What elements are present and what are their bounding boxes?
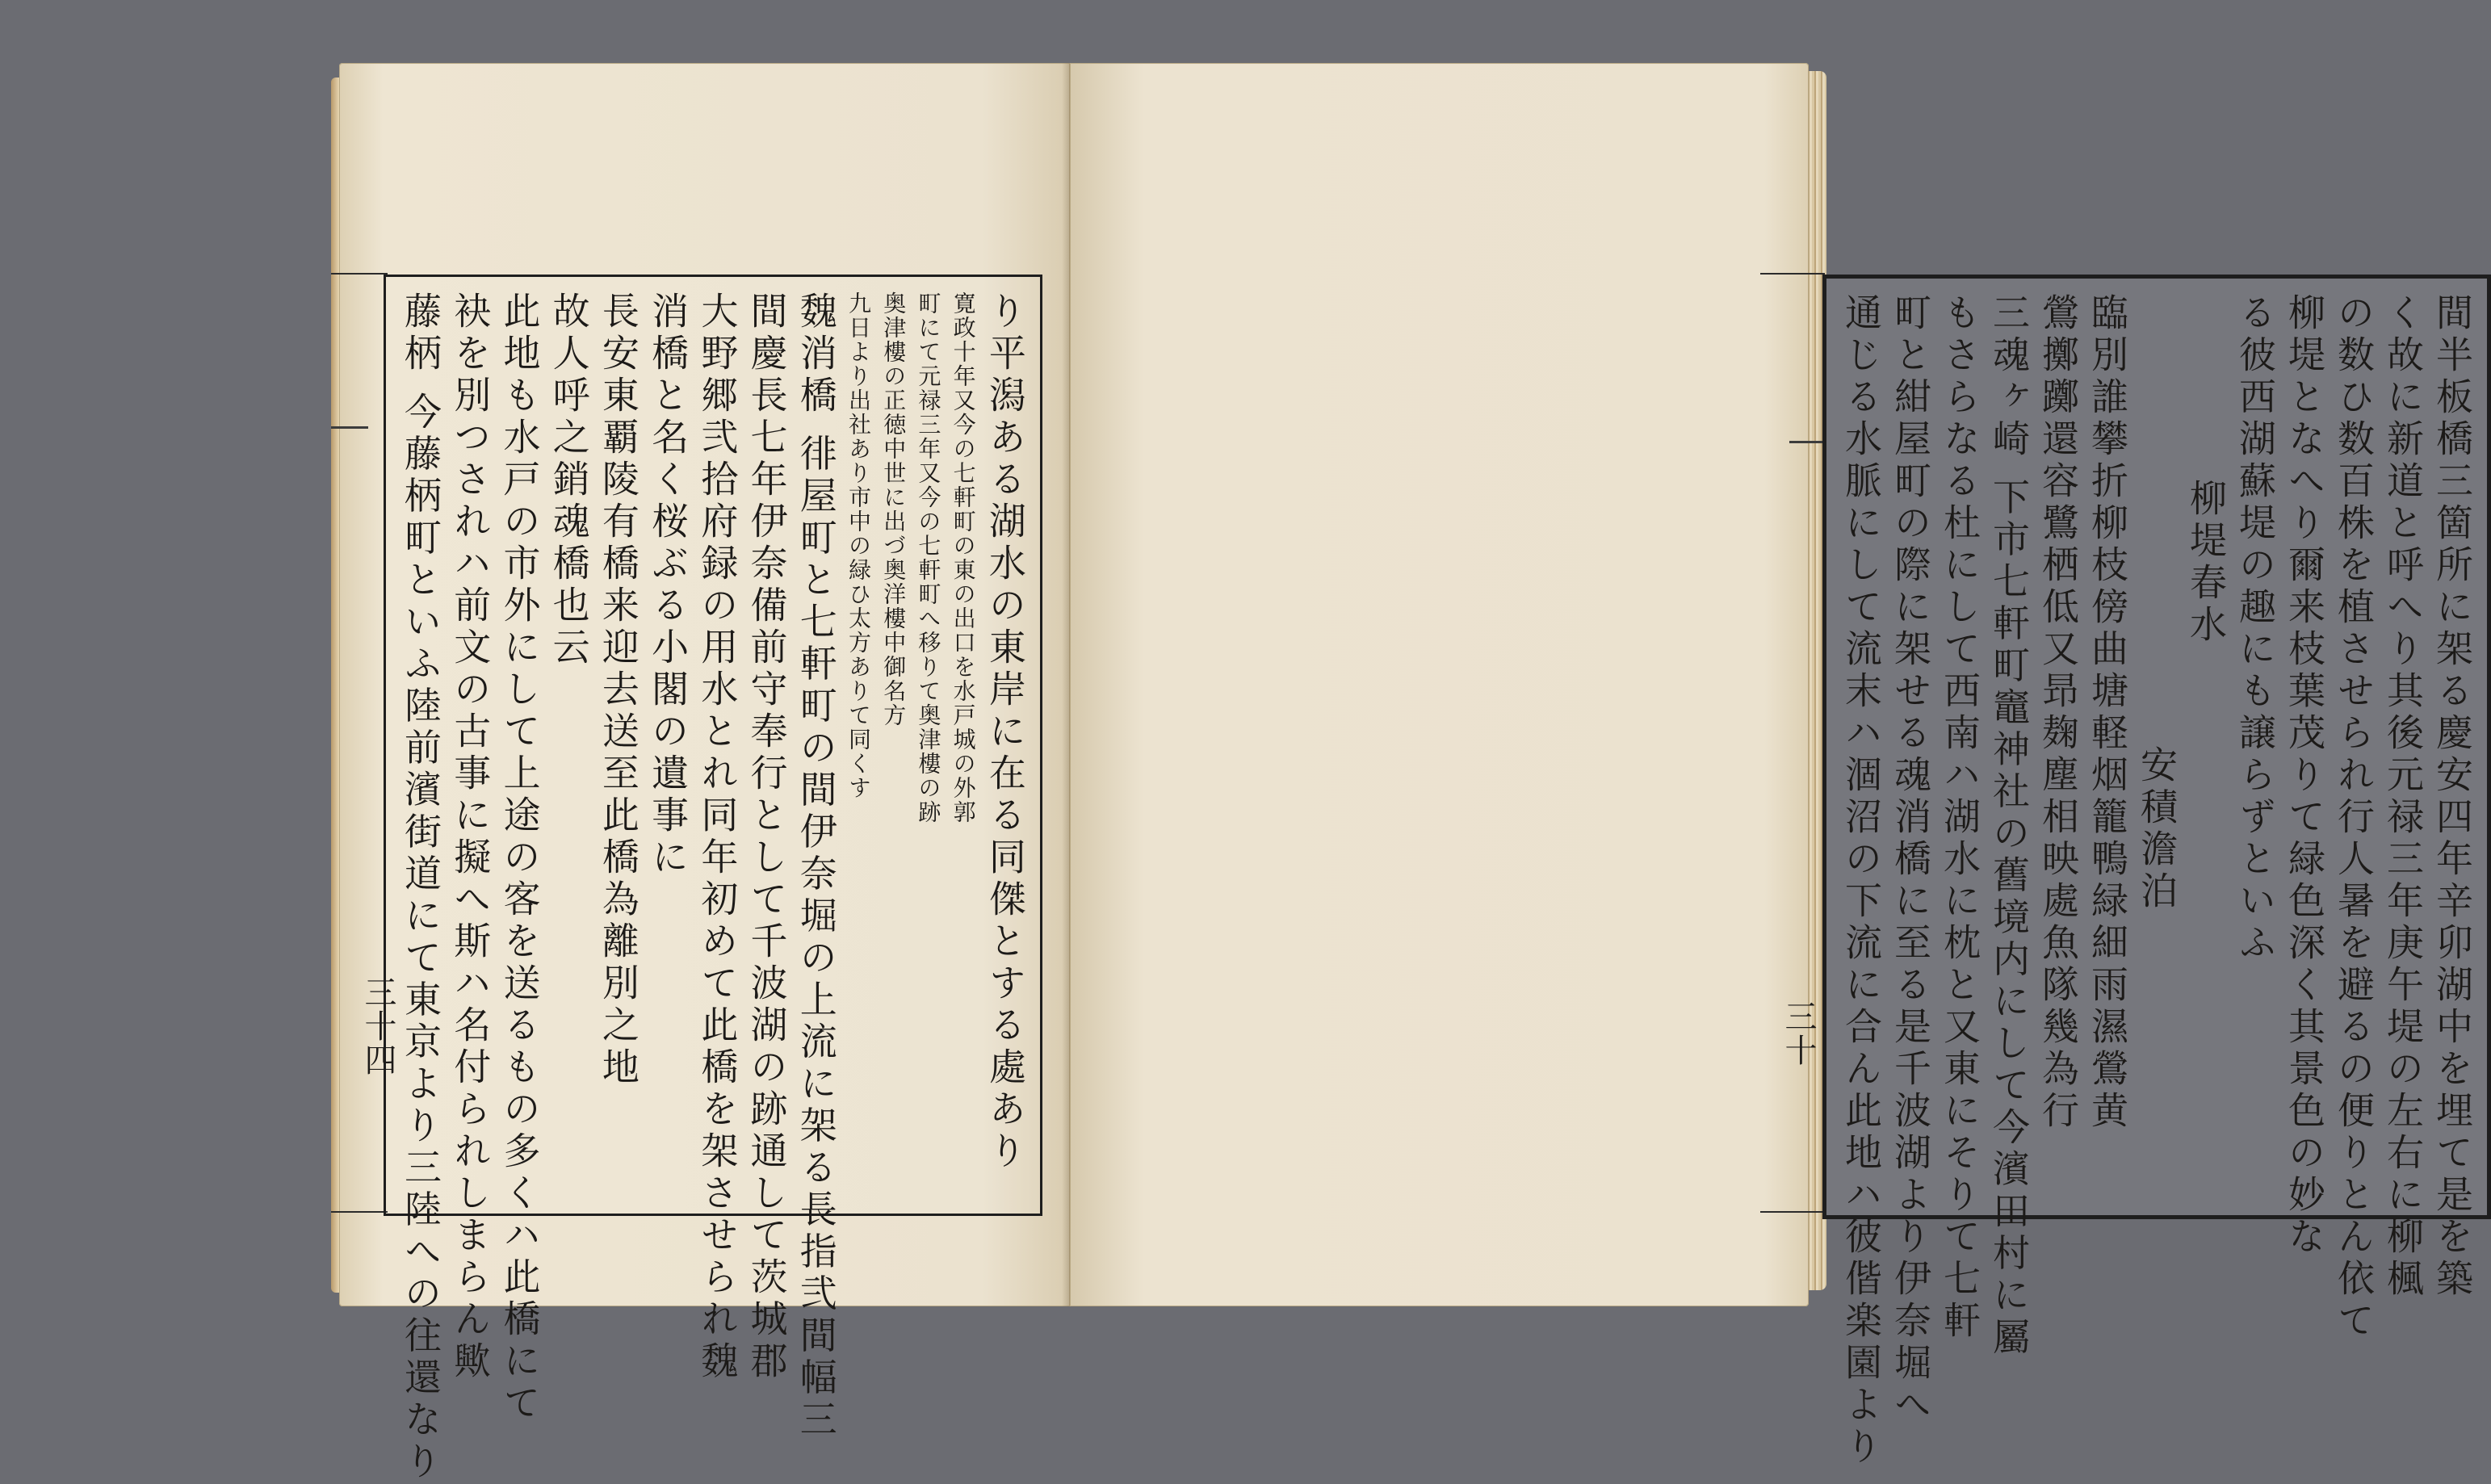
open-book	[339, 63, 2474, 1484]
text-column: 此地も水戸の市外にして上途の客を送るもの多くハ此橋にて	[497, 291, 542, 1425]
text-column: く故に新道と呼へり其後元禄三年庚午堤の左右に柳楓	[2381, 293, 2425, 1301]
text-column: 魏消橋 徘屋町と七軒町の間伊奈堀の上流に架る長指弐間幅三	[794, 291, 838, 1442]
text-column: 袂を別つされハ前文の古事に擬へ斯ハ名付られしまらん歟	[448, 291, 493, 1383]
folio-number: 三十	[1780, 1000, 1817, 1067]
right-text-frame	[1822, 275, 2491, 1469]
text-column: 間半板橋三箇所に架る慶安四年辛卯湖中を埋て是を築	[2430, 293, 2474, 1301]
right-page	[1070, 63, 2474, 1469]
text-column: る彼西湖蘇堤の趣にも譲らずといふ	[2233, 293, 2277, 965]
page-rule	[1760, 273, 1825, 275]
text-column: 通じる水脈にして流末ハ涸沼の下流に合ん此地ハ彼偕楽園より	[1839, 293, 1883, 1469]
text-column-small: 奥津樓の正徳中世に出づ奥洋樓中御名方	[880, 291, 908, 727]
left-page	[339, 63, 1070, 1484]
poem-column: 長安東覇陵有橋来迎去送至此橋為離別之地	[596, 291, 640, 1089]
text-column: 柳堤となへり爾来枝葉茂りて緑色深く其景色の妙な	[2283, 293, 2326, 1259]
poem-column: 故人呼之銷魂橋也云	[547, 291, 591, 669]
text-column: り平潟ある湖水の東岸に在る同傑とする處あり	[983, 291, 1027, 1173]
folio-number: 三十四	[359, 975, 396, 1077]
text-column: 間慶長七年伊奈備前守奉行として千波湖の跡通して茨城郡	[744, 291, 789, 1383]
left-text-columns	[399, 291, 1027, 1484]
page-rule	[331, 273, 388, 275]
poem-block	[2135, 293, 2179, 1201]
text-column: 町と紺屋町の際に架せる魂消橋に至る是千波湖より伊奈堀へ	[1889, 293, 1932, 1427]
text-column: 消橋と名く桜ぶる小閣の遺事に	[646, 291, 690, 879]
right-text-columns	[1839, 293, 2474, 1469]
page-rule	[1760, 1211, 1825, 1213]
text-column: の数ひ数百株を植させられ行人暑を避るの便りとん依て	[2332, 293, 2376, 1343]
text-column-small: 寛政十年又今の七軒町の東の出口を水戸城の外郭	[950, 291, 977, 824]
text-column: 大野郷弐拾府録の用水とれ同年初めて此橋を架させられ魏	[695, 291, 740, 1383]
edge-tab-mark	[1789, 441, 1826, 443]
section-heading: 三魂ヶ崎 下市七軒町竈神社の舊境内にして今濱田村に屬	[1987, 293, 2031, 1360]
text-column-small: 町にて元禄三年又今の七軒町へ移りて奥津樓の跡	[915, 291, 942, 824]
text-column: 藤柄 今藤柄町といふ陸前濱街道にて東京より三陸への往還なり	[399, 291, 442, 1484]
text-column-small: 九日より出社あり市中の緑ひ太方ありて同くす	[845, 291, 872, 800]
text-column: もさらなる杜にして西南ハ湖水に枕と又東にそりて七軒	[1938, 293, 1981, 1343]
poem-author: 安積澹泊	[2135, 745, 2179, 913]
poem-title: 柳堤春水	[2184, 479, 2228, 647]
poem-column: 臨別誰攀折柳枝傍曲塘軽烟籠鴨緑細雨濕鶯黄	[2086, 293, 2129, 1133]
left-text-frame	[384, 275, 1042, 1484]
poem-column: 鶯擲躑還容鷺栖低又昻麹塵相映處魚隊幾為行	[2036, 293, 2080, 1133]
edge-tab-mark	[331, 426, 368, 429]
page-rule	[331, 1211, 388, 1213]
